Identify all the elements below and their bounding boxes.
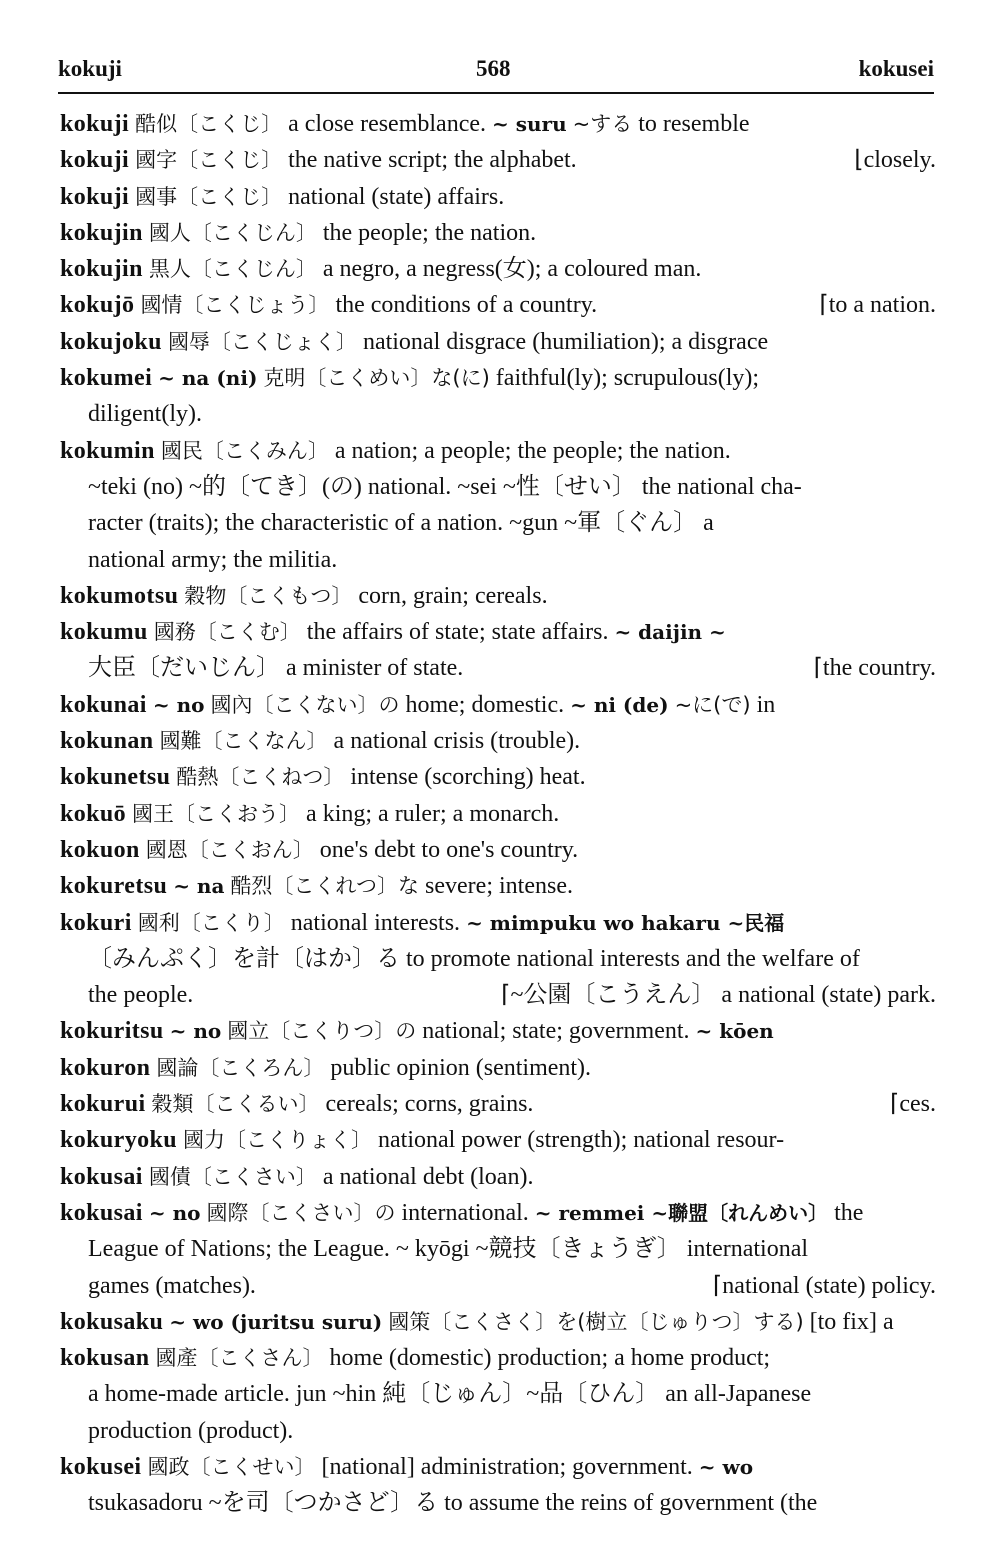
definition: national disgrace (humiliation); a disgrace (362, 328, 769, 355)
japanese-form: 國難〔こくなん〕 (159, 729, 328, 754)
grammar-form: ~ no (169, 1019, 222, 1044)
phrase-japanese: ~に(で) (674, 692, 751, 717)
headword: kokunai (60, 691, 147, 718)
entry-continuation (60, 505, 936, 541)
wrapped-continuation: ⌈~公園〔こうえん〕 a national (state) park. (501, 982, 936, 1009)
japanese-form: 國辱〔こくじょく〕 (167, 329, 357, 354)
headword: kokumotsu (60, 582, 179, 609)
definition: a national crisis (trouble). (333, 728, 581, 755)
definition: one's debt to one's country. (319, 836, 579, 863)
japanese-form: 國產〔こくさん〕 (155, 1346, 324, 1371)
headword: kokuryoku (60, 1127, 177, 1154)
page-number: 568 (476, 56, 511, 81)
definition: severe; intense. (425, 873, 573, 900)
definition: international. (401, 1199, 529, 1226)
dictionary-entry (60, 360, 936, 396)
definition: public opinion (sentiment). (330, 1054, 592, 1081)
phrase-romaji: ~ ni (de) (570, 692, 669, 717)
continuation-text: 大臣〔だいじん〕 a minister of state. (88, 655, 464, 682)
grammar-form: ~ na (ni) (158, 366, 258, 391)
japanese-form: 國際〔こくさい〕の (206, 1200, 396, 1225)
definition: home; domestic. (405, 691, 565, 718)
definition: a king; a ruler; a monarch. (306, 800, 560, 827)
headword: kokuron (60, 1054, 151, 1081)
dictionary-entry (60, 1086, 936, 1122)
definition: a close resemblance. (288, 111, 487, 137)
dictionary-entry (60, 796, 936, 832)
japanese-form: 國立〔こくりつ〕の (227, 1019, 417, 1044)
japanese-form: 國王〔こくおう〕 (132, 801, 301, 826)
japanese-form: 國債〔こくさい〕 (148, 1164, 317, 1189)
headword: kokunetsu (60, 764, 171, 791)
definition: the people; the nation. (322, 219, 537, 246)
definition: the native script; the alphabet. (288, 147, 577, 174)
headword: kokusei (60, 1453, 142, 1480)
japanese-form: 國事〔こくじ〕 (135, 184, 283, 209)
entry-continuation (60, 396, 936, 432)
entry-continuation (60, 977, 936, 1013)
headword: kokujoku (60, 328, 162, 355)
dictionary-entry (60, 614, 936, 650)
phrase-romaji: ~ suru (492, 112, 567, 136)
headword: kokumei (60, 365, 153, 392)
headword: kokusaku (60, 1308, 164, 1335)
japanese-form: 國情〔こくじょう〕 (140, 293, 330, 318)
japanese-form: 國務〔こくむ〕 (153, 620, 301, 645)
dictionary-entry (60, 1122, 936, 1158)
dictionary-entry (60, 142, 936, 178)
phrase-definition: the (834, 1199, 864, 1226)
headword: kokujin (60, 256, 143, 283)
dictionary-entry (60, 179, 936, 215)
headword: kokuji (60, 183, 130, 210)
definition: home (domestic) production; a home product; (329, 1345, 771, 1372)
dictionary-entry (60, 1159, 936, 1195)
continuation-text: diligent(ly). (88, 401, 202, 428)
wrapped-continuation: ⌈the country. (813, 655, 936, 682)
wrapped-continuation: ⌈ces. (889, 1091, 936, 1118)
entry-continuation (60, 1413, 936, 1449)
dictionary-entry (60, 1449, 936, 1485)
phrase-romaji: ~ daijin ~ (614, 620, 726, 645)
definition: a negro, a negress(女); a coloured man. (322, 256, 702, 283)
headword: kokuritsu (60, 1018, 164, 1045)
japanese-form: 穀類〔こくるい〕 (151, 1092, 320, 1117)
phrase-definition: to resemble (638, 111, 750, 137)
phrase-romaji: ~ mimpuku wo hakaru ~民福 (466, 910, 785, 935)
continuation-text: the people. (88, 982, 194, 1009)
definition: corn, grain; cereals. (358, 582, 548, 609)
dictionary-entry (60, 215, 936, 251)
japanese-form: 國政〔こくせい〕 (147, 1454, 316, 1479)
headword: kokumin (60, 437, 155, 464)
entry-continuation (60, 1268, 936, 1304)
entry-continuation (60, 1485, 936, 1521)
definition: national power (strength); national resour- (378, 1127, 785, 1154)
japanese-form: 國內〔こくない〕の (210, 692, 400, 717)
continuation-text: racter (traits); the characteristic of a nation. ~gun ~軍〔ぐん〕 a (88, 510, 714, 537)
phrase-romaji: ~ remmei ~聯盟〔れんめい〕 (534, 1200, 829, 1225)
definition: intense (scorching) heat. (350, 764, 586, 791)
continuation-text: a home-made article. jun ~hin 純〔じゅん〕~品〔ひん〕 an all-Japanese (88, 1381, 812, 1408)
dictionary-entry (60, 1304, 936, 1340)
japanese-form: 酷似〔こくじ〕 (135, 112, 283, 136)
dictionary-entry (60, 433, 936, 469)
page-header (58, 52, 934, 94)
dictionary-entry (60, 324, 936, 360)
headword: kokuri (60, 909, 132, 936)
continuation-text: games (matches). (88, 1272, 256, 1299)
japanese-form: 國人〔こくじん〕 (148, 220, 317, 245)
definition: faithful(ly); scrupulous(ly); (495, 365, 760, 392)
definition: cereals; corns, grains. (325, 1091, 534, 1118)
dictionary-entry (60, 106, 936, 142)
continuation-text: tsukasadoru ~を司〔つかさど〕る to assume the reins of government (the (88, 1490, 818, 1517)
wrapped-continuation: ⌊closely. (854, 147, 936, 174)
japanese-form: 國恩〔こくおん〕 (145, 837, 314, 862)
dictionary-entry (60, 1340, 936, 1376)
japanese-form: 國利〔こくり〕 (137, 910, 285, 935)
header-first-entry: kokuji (58, 56, 122, 81)
grammar-form: ~ na (173, 874, 225, 899)
dictionary-entry (60, 578, 936, 614)
japanese-form: 穀物〔こくもつ〕 (184, 583, 353, 608)
continuation-text: League of Nations; the League. ~ kyōgi ~競技〔きょうぎ〕 international (88, 1236, 809, 1263)
japanese-form: 國力〔こくりょく〕 (183, 1128, 372, 1153)
dictionary-entry (60, 1013, 936, 1049)
definition: national (state) affairs. (288, 183, 505, 210)
headword: kokujō (60, 292, 135, 319)
headword: kokusan (60, 1345, 150, 1372)
dictionary-entry (60, 687, 936, 723)
header-last-entry: kokusei (858, 56, 934, 81)
dictionary-entry (60, 832, 936, 868)
entry-continuation (60, 1231, 936, 1267)
dictionary-entry (60, 759, 936, 795)
dictionary-entry (60, 905, 936, 941)
entry-continuation (60, 1376, 936, 1412)
entry-continuation (60, 542, 936, 578)
wrapped-continuation: ⌈national (state) policy. (712, 1272, 936, 1299)
headword: kokurui (60, 1091, 146, 1118)
dictionary-entry (60, 723, 936, 759)
definition: national; state; government. (422, 1018, 690, 1045)
headword: kokuretsu (60, 873, 168, 900)
headword: kokuon (60, 836, 140, 863)
continuation-text: production (product). (88, 1417, 294, 1444)
headword: kokuji (60, 111, 130, 137)
entry-continuation (60, 469, 936, 505)
headword: kokusai (60, 1199, 143, 1226)
japanese-form: 國字〔こくじ〕 (135, 148, 283, 173)
japanese-form: 國民〔こくみん〕 (160, 438, 329, 463)
japanese-form: 酷烈〔こくれつ〕な (230, 874, 420, 899)
headword: kokusai (60, 1163, 143, 1190)
grammar-form: ~ no (152, 692, 205, 717)
dictionary-entries (60, 106, 936, 1522)
headword: kokujin (60, 219, 143, 246)
continuation-text: ~teki (no) ~的〔てき〕(の) national. ~sei ~性〔せい〕 the national cha- (88, 473, 802, 500)
phrase-japanese: ~する (572, 112, 633, 136)
continuation-text: 〔みんぷく〕を計〔はか〕る to promote national interests and the welfare of (88, 945, 860, 972)
japanese-form: 黒人〔こくじん〕 (148, 257, 317, 282)
phrase-romaji: ~ kōen (695, 1019, 774, 1044)
dictionary-entry (60, 1050, 936, 1086)
definition: a nation; a people; the people; the nation. (334, 437, 731, 464)
phrase-romaji: ~ wo (698, 1454, 754, 1479)
dictionary-entry (60, 1195, 936, 1231)
headword: kokuō (60, 800, 127, 827)
headword: kokuji (60, 147, 130, 174)
definition: the conditions of a country. (335, 292, 598, 319)
japanese-form: 國策〔こくさく〕を(樹立〔じゅりつ〕する) (388, 1309, 804, 1334)
definition: national interests. (290, 909, 461, 936)
japanese-form: 酷熱〔こくねつ〕 (176, 765, 345, 790)
phrase-definition: in (756, 691, 776, 718)
dictionary-entry (60, 251, 936, 287)
dictionary-entry (60, 287, 936, 323)
definition: the affairs of state; state affairs. (306, 619, 609, 646)
headword: kokunan (60, 728, 154, 755)
definition: [to fix] a (809, 1308, 894, 1335)
japanese-form: 克明〔こくめい〕な(に) (263, 366, 490, 391)
entry-continuation (60, 941, 936, 977)
definition: a national debt (loan). (322, 1163, 534, 1190)
headword: kokumu (60, 619, 148, 646)
japanese-form: 國論〔こくろん〕 (156, 1055, 325, 1080)
wrapped-continuation: ⌈to a nation. (819, 292, 936, 319)
definition: [national] administration; government. (321, 1453, 693, 1480)
grammar-form: ~ no (148, 1200, 201, 1225)
grammar-form: ~ wo (juritsu suru) (169, 1309, 383, 1334)
continuation-text: national army; the militia. (88, 546, 338, 573)
dictionary-entry (60, 868, 936, 904)
entry-continuation (60, 650, 936, 686)
